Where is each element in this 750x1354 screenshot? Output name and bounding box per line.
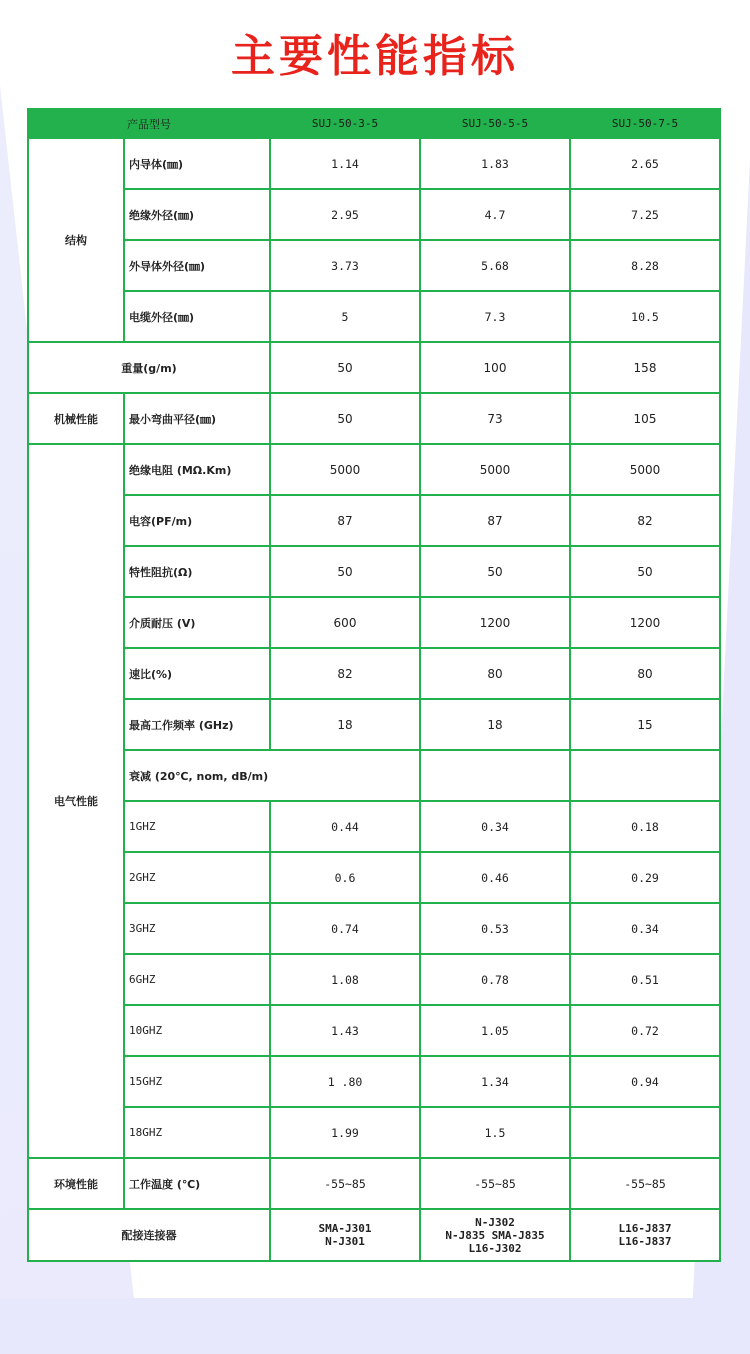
cell-value: 0.44 [270,801,420,852]
table-row [28,597,720,648]
cell-value: 2.65 [570,138,720,189]
cell-value: 8.28 [570,240,720,291]
connector-text: L16-J302 [468,1241,522,1255]
cell-value: 87 [270,495,420,546]
connector-text: SMA-J301 [318,1222,372,1235]
cell-value: 5000 [270,444,420,495]
table-row [28,444,720,495]
cell-value: 3.73 [270,240,420,291]
cell-value: 0.46 [420,852,570,903]
cell-value: 100 [420,342,570,393]
group-label-electrical: 电气性能 [28,444,124,1158]
table-row [28,1209,720,1261]
row-label-attenuation: 衰减 (20℃, nom, dB/m) [124,750,420,801]
cell-value: 18 [270,699,420,750]
row-label: 18GHZ [124,1107,270,1158]
cell-value: 0.72 [570,1005,720,1056]
cell-value: 50 [270,342,420,393]
connector-text: N-J302 [475,1215,515,1229]
row-label-connectors: 配接连接器 [28,1209,270,1261]
table-row [28,546,720,597]
cell-value: 600 [270,597,420,648]
cell-value: 1.43 [270,1005,420,1056]
cell-value: 1.34 [420,1056,570,1107]
row-label: 介质耐压 (V) [124,597,270,648]
cell-value: 15 [570,699,720,750]
cell-value: 0.78 [420,954,570,1005]
cell-value: 0.34 [570,903,720,954]
cell-value: 7.25 [570,189,720,240]
cell-value: 5.68 [420,240,570,291]
table-row [28,903,720,954]
header-model-label: 产品型号 [28,109,270,138]
cell-value: 50 [270,393,420,444]
cell-connectors-1 [270,1209,420,1261]
cell-connectors-3 [570,1209,720,1261]
table-row [28,852,720,903]
cell-value: 80 [420,648,570,699]
row-label: 1GHZ [124,801,270,852]
table-row [28,1005,720,1056]
cell-value: -55~85 [270,1158,420,1209]
table-row [28,954,720,1005]
row-label: 最小弯曲平径(㎜) [124,393,270,444]
table-row [28,1158,720,1209]
row-label: 电容(PF/m) [124,495,270,546]
cell-value: 5000 [420,444,570,495]
table-row [28,1056,720,1107]
cell-value: 1.14 [270,138,420,189]
row-label: 2GHZ [124,852,270,903]
cell-value: 50 [570,546,720,597]
table-row [28,495,720,546]
cell-value: 0.74 [270,903,420,954]
table-row [28,291,720,342]
table-row [28,240,720,291]
row-label-weight: 重量(g/m) [28,342,270,393]
row-label: 工作温度 (℃) [124,1158,270,1209]
table-row [28,138,720,189]
cell-value: 1.05 [420,1005,570,1056]
cell-value: -55~85 [420,1158,570,1209]
group-label-environment: 环境性能 [28,1158,124,1209]
cell-connectors-2 [420,1209,570,1261]
spec-table [27,108,721,1262]
header-model-1: SUJ-50-3-5 [270,109,420,138]
table-row [28,1107,720,1158]
row-label: 最高工作频率 (GHz) [124,699,270,750]
cell-value: 0.29 [570,852,720,903]
table-row [28,393,720,444]
row-label: 15GHZ [124,1056,270,1107]
cell-value: 82 [270,648,420,699]
cell-value: 50 [420,546,570,597]
connector-text: N-J835 SMA-J835 [445,1228,545,1242]
cell-value: 7.3 [420,291,570,342]
table-row [28,699,720,750]
connector-text: N-J301 [325,1235,365,1248]
group-label-mechanical: 机械性能 [28,393,124,444]
row-label: 内导体(㎜) [124,138,270,189]
page-title: 主要性能指标 [231,31,519,82]
connector-text: L16-J837 [618,1235,672,1248]
cell-value: 4.7 [420,189,570,240]
cell-value: 2.95 [270,189,420,240]
cell-value: 1.08 [270,954,420,1005]
cell-empty [420,750,570,801]
row-label: 6GHZ [124,954,270,1005]
table-row [28,801,720,852]
cell-value: 87 [420,495,570,546]
row-label: 特性阻抗(Ω) [124,546,270,597]
cell-value: 158 [570,342,720,393]
cell-value: 0.18 [570,801,720,852]
table-header-row [28,109,720,138]
row-label: 电缆外径(㎜) [124,291,270,342]
row-label: 绝缘电阻 (MΩ.Km) [124,444,270,495]
cell-value: 10.5 [570,291,720,342]
cell-value: 105 [570,393,720,444]
cell-value: 1200 [570,597,720,648]
cell-value: 5 [270,291,420,342]
group-label-structure: 结构 [28,138,124,342]
row-label: 绝缘外径(㎜) [124,189,270,240]
cell-value: 1.5 [420,1107,570,1158]
row-label: 外导体外径(㎜) [124,240,270,291]
header-model-3: SUJ-50-7-5 [570,109,720,138]
cell-value: 0.34 [420,801,570,852]
cell-value [570,1107,720,1158]
cell-value: 18 [420,699,570,750]
cell-value: 1200 [420,597,570,648]
table-row [28,342,720,393]
cell-value: 1 .80 [270,1056,420,1107]
cell-value: 73 [420,393,570,444]
cell-value: 1.83 [420,138,570,189]
row-label: 速比(%) [124,648,270,699]
cell-value: 82 [570,495,720,546]
cell-value: -55~85 [570,1158,720,1209]
cell-value: 50 [270,546,420,597]
connector-text: L16-J837 [618,1222,672,1235]
row-label: 3GHZ [124,903,270,954]
cell-value: 0.6 [270,852,420,903]
cell-value: 80 [570,648,720,699]
background-decoration-bottom [0,1298,750,1354]
table-row [28,750,720,801]
cell-value: 0.94 [570,1056,720,1107]
table-row [28,189,720,240]
row-label: 10GHZ [124,1005,270,1056]
header-model-2: SUJ-50-5-5 [420,109,570,138]
cell-value: 0.51 [570,954,720,1005]
table-row [28,648,720,699]
cell-empty [570,750,720,801]
cell-value: 0.53 [420,903,570,954]
cell-value: 1.99 [270,1107,420,1158]
cell-value: 5000 [570,444,720,495]
